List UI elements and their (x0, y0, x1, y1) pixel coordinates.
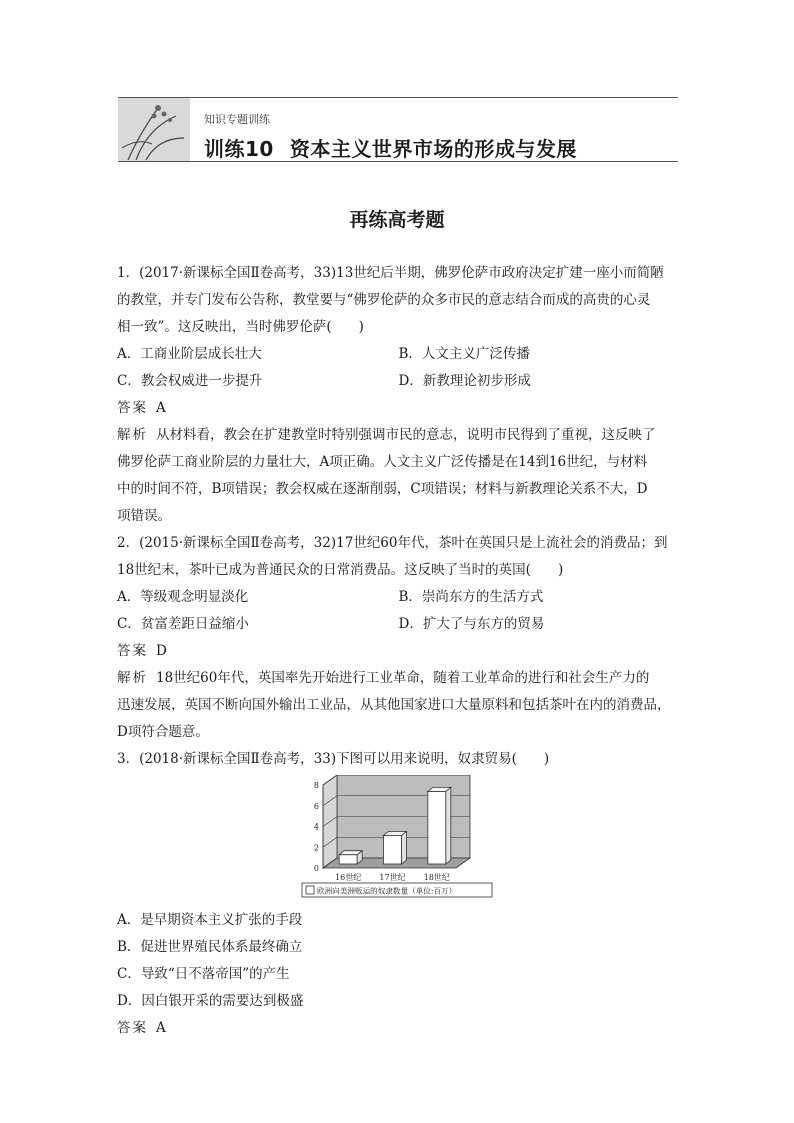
header-bottom-rule (118, 161, 678, 162)
q2-analysis-line: D项符合题意。 (117, 724, 209, 740)
q1-analysis-text: 从材料看，教会在扩建教堂时特别强调市民的意志，说明市民得到了重视，这反映了 (156, 427, 656, 443)
q1-analysis-line (117, 422, 680, 449)
header-subtitle: 知识专题训练 (204, 113, 270, 126)
slave-trade-chart (117, 775, 680, 905)
legend-swatch (306, 886, 314, 894)
q1-option-d: D．新教理论初步形成 (398, 373, 531, 389)
q3-option-c: C．导致“日不落帝国”的产生 (117, 966, 290, 982)
q3-option-d: D．因白银开采的需要达到极盛 (117, 993, 304, 1009)
q2-option-c: C．贫富差距日益缩小 (117, 616, 249, 632)
answer-value: A (156, 1020, 166, 1036)
q3-option-a: A．是早期资本主义扩张的手段 (117, 912, 303, 928)
q2-option-a: A．等级观念明显淡化 (117, 589, 249, 605)
section-title: 再练高考题 (349, 209, 445, 231)
q2-answer (117, 638, 680, 665)
x-tick-label: 16世纪 (335, 873, 362, 882)
question-3 (117, 746, 680, 1042)
q2-analysis-line: 迅速发展，英国不断向国外输出工业品，从其他国家进口大量原料和包括茶叶在内的消费品， (117, 697, 671, 713)
answer-label: 答案 (117, 1020, 148, 1036)
q1-option-c: C．教会权威进一步提升 (117, 373, 263, 389)
analysis-label: 解析 (117, 670, 148, 686)
x-tick-label: 18世纪 (423, 873, 450, 882)
y-tick-label: 8 (313, 781, 319, 790)
q2-options (117, 584, 680, 638)
question-2 (117, 530, 680, 746)
q1-answer (117, 395, 680, 422)
q2-analysis-line (117, 665, 680, 692)
question-list (117, 260, 680, 1042)
training-title: 资本主义世界市场的形成与发展 (289, 137, 577, 161)
q2-analysis-text: 18世纪60年代，英国率先开始进行工业革命，随着工业革命的进行和社会生产力的 (156, 670, 650, 686)
legend-label: 欧洲向美洲贩运的奴隶数量（单位:百万） (317, 886, 457, 896)
q1-stem-line: 相一致”。这反映出，当时佛罗伦萨( ) (117, 319, 364, 335)
q1-analysis-line: 佛罗伦萨工商业阶层的力量壮大，A项正确。人文主义广泛传播是在14到16世纪，与材料 (117, 454, 648, 470)
q2-stem-line: 2．(2015·新课标全国Ⅱ卷高考，32)17世纪60年代，茶叶在英国只是上流社会的消费品；到 (117, 535, 668, 551)
bar (384, 835, 402, 864)
q2-option-d: D．扩大了与东方的贸易 (398, 616, 545, 632)
header-top-rule (118, 97, 678, 98)
analysis-label: 解析 (117, 427, 148, 443)
y-tick-label: 2 (313, 843, 319, 853)
bar-side (446, 787, 451, 864)
q1-stem-line: 1．(2017·新课标全国Ⅱ卷高考，33)13世纪后半期，佛罗伦萨市政府决定扩建一座小而简陋 (117, 265, 664, 281)
y-tick-label: 6 (313, 801, 319, 811)
q3-answer (117, 1015, 680, 1042)
q2-stem-line: 18世纪末，茶叶已成为普通民众的日常消费品。这反映了当时的英国( ) (117, 562, 564, 578)
training-number: 训练10 (204, 137, 274, 161)
y-tick-label: 0 (313, 864, 319, 873)
answer-value: D (156, 643, 167, 659)
q2-option-b: B．崇尚东方的生活方式 (398, 589, 544, 605)
q1-option-b: B．人文主义广泛传播 (398, 346, 530, 362)
answer-label: 答案 (117, 400, 148, 416)
answer-label: 答案 (117, 643, 148, 659)
q3-stem-line: 3．(2018·新课标全国Ⅱ卷高考，33)下图可以用来说明，奴隶贸易( ) (117, 751, 550, 767)
q1-analysis-line: 项错误。 (117, 508, 171, 524)
q1-stem-line: 的教堂，并专门发布公告称，教堂要与“佛罗伦萨的众多市民的意志结合而成的高贵的心灵 (117, 292, 651, 308)
bar-side (402, 831, 407, 864)
page-header (118, 97, 678, 163)
x-tick-label: 17世纪 (379, 873, 406, 882)
q3-option-b: B．促进世界殖民体系最终确立 (117, 939, 303, 955)
bar (339, 855, 357, 864)
bar-chart-svg (301, 775, 496, 900)
header-title (204, 133, 577, 162)
y-tick-label: 4 (313, 822, 319, 832)
q1-options (117, 341, 680, 395)
q1-analysis-line: 中的时间不符，B项错误；教会权威在逐渐削弱，C项错误；材料与新教理论关系不大，D (117, 481, 648, 497)
q3-options (117, 907, 680, 1015)
question-1 (117, 260, 680, 530)
q1-option-a: A．工商业阶层成长壮大 (117, 346, 262, 362)
answer-value: A (156, 400, 166, 416)
bar (428, 791, 446, 864)
orchid-emblem (118, 98, 190, 161)
